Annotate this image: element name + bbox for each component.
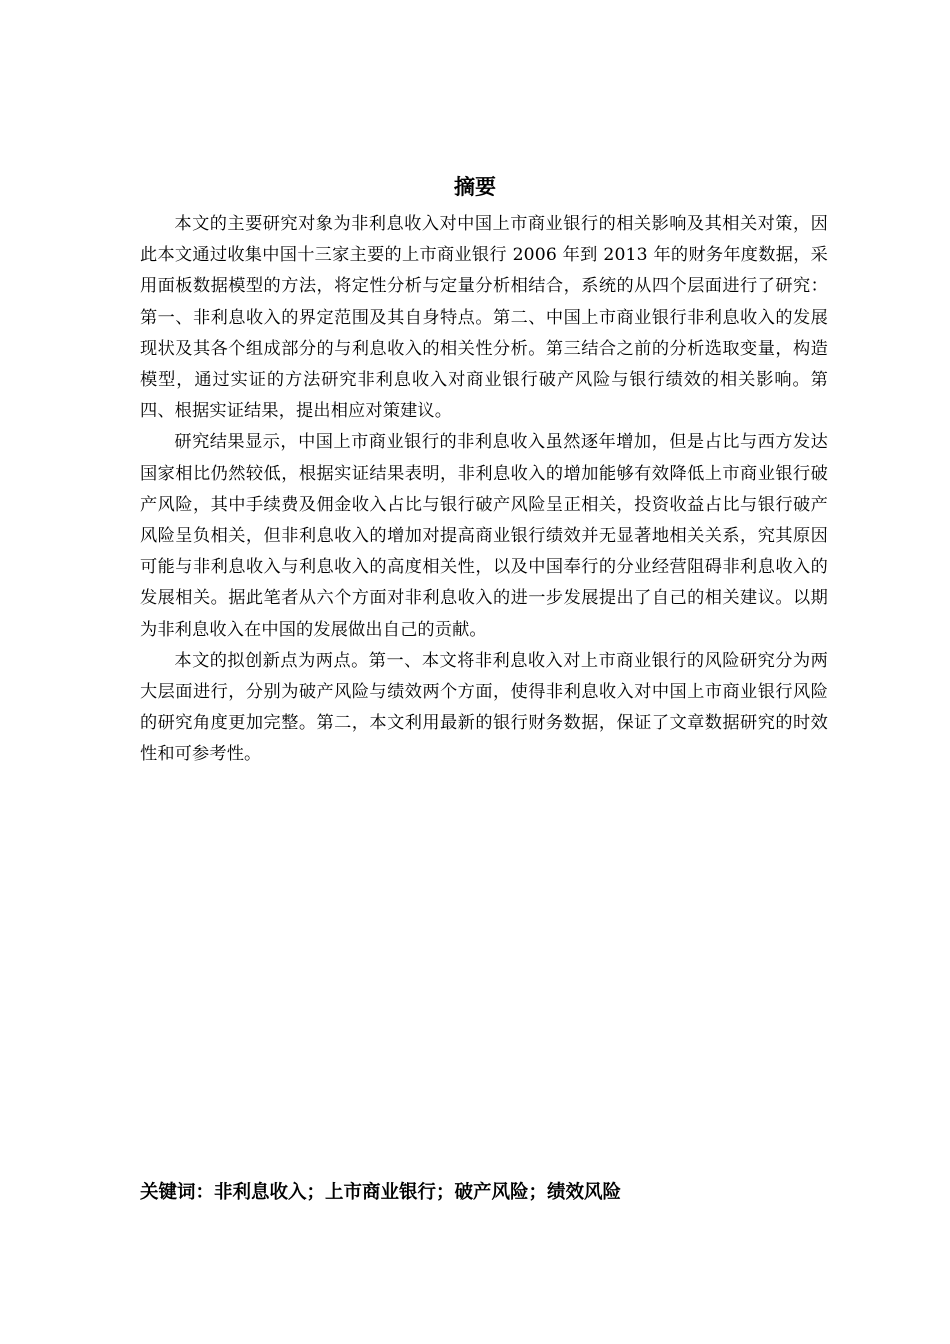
abstract-paragraph-2: 研究结果显示，中国上市商业银行的非利息收入虽然逐年增加，但是占比与西方发达国家相比仍然较低，根据实证结果表明，非利息收入的增加能够有效降低上市商业银行破产风险，其中手续费及佣金收入占比与银行破产风险呈正相关，投资收益占比与银行破产风险呈负相关，但非利息收入的增加对提高商业银行绩效并无显著地相关关系，究其原因可能与非利息收入与利息收入的高度相关性，以及中国奉行的分业经营阻碍非利息收入的发展相关。据此笔者从六个方面对非利息收入的进一步发展提出了自己的相关建议。以期为非利息收入在中国的发展做出自己的贡献。: [140, 432, 828, 640]
abstract-paragraph-1: 本文的主要研究对象为非利息收入对中国上市商业银行的相关影响及其相关对策，因此本文通过收集中国十三家主要的上市商业银行 2006 年到 2013 年的财务年度数据，采用面板数据模型的方法，将定性分析与定量分析相结合，系统的从四个层面进行了研究：第一、非利息收入的界定范围及其自身特点。第二、中国上市商业银行非利息收入的发展现状及其各个组成部分的与利息收入的相关性分析。第三结合之前的分析选取变量，构造模型，通过实证的方法研究非利息收入对商业银行破产风险与银行绩效的相关影响。第四、根据实证结果，提出相应对策建议。: [140, 214, 828, 422]
abstract-body: [140, 209, 828, 771]
abstract-paragraph-3: 本文的拟创新点为两点。第一、本文将非利息收入对上市商业银行的风险研究分为两大层面进行，分别为破产风险与绩效两个方面，使得非利息收入对中国上市商业银行风险的研究角度更加完整。第二，本文利用最新的银行财务数据，保证了文章数据研究的时效性和可参考性。: [140, 650, 828, 765]
abstract-title: 摘要: [454, 175, 496, 199]
keywords-line: 关键词：非利息收入；上市商业银行；破产风险；绩效风险: [140, 1182, 622, 1203]
